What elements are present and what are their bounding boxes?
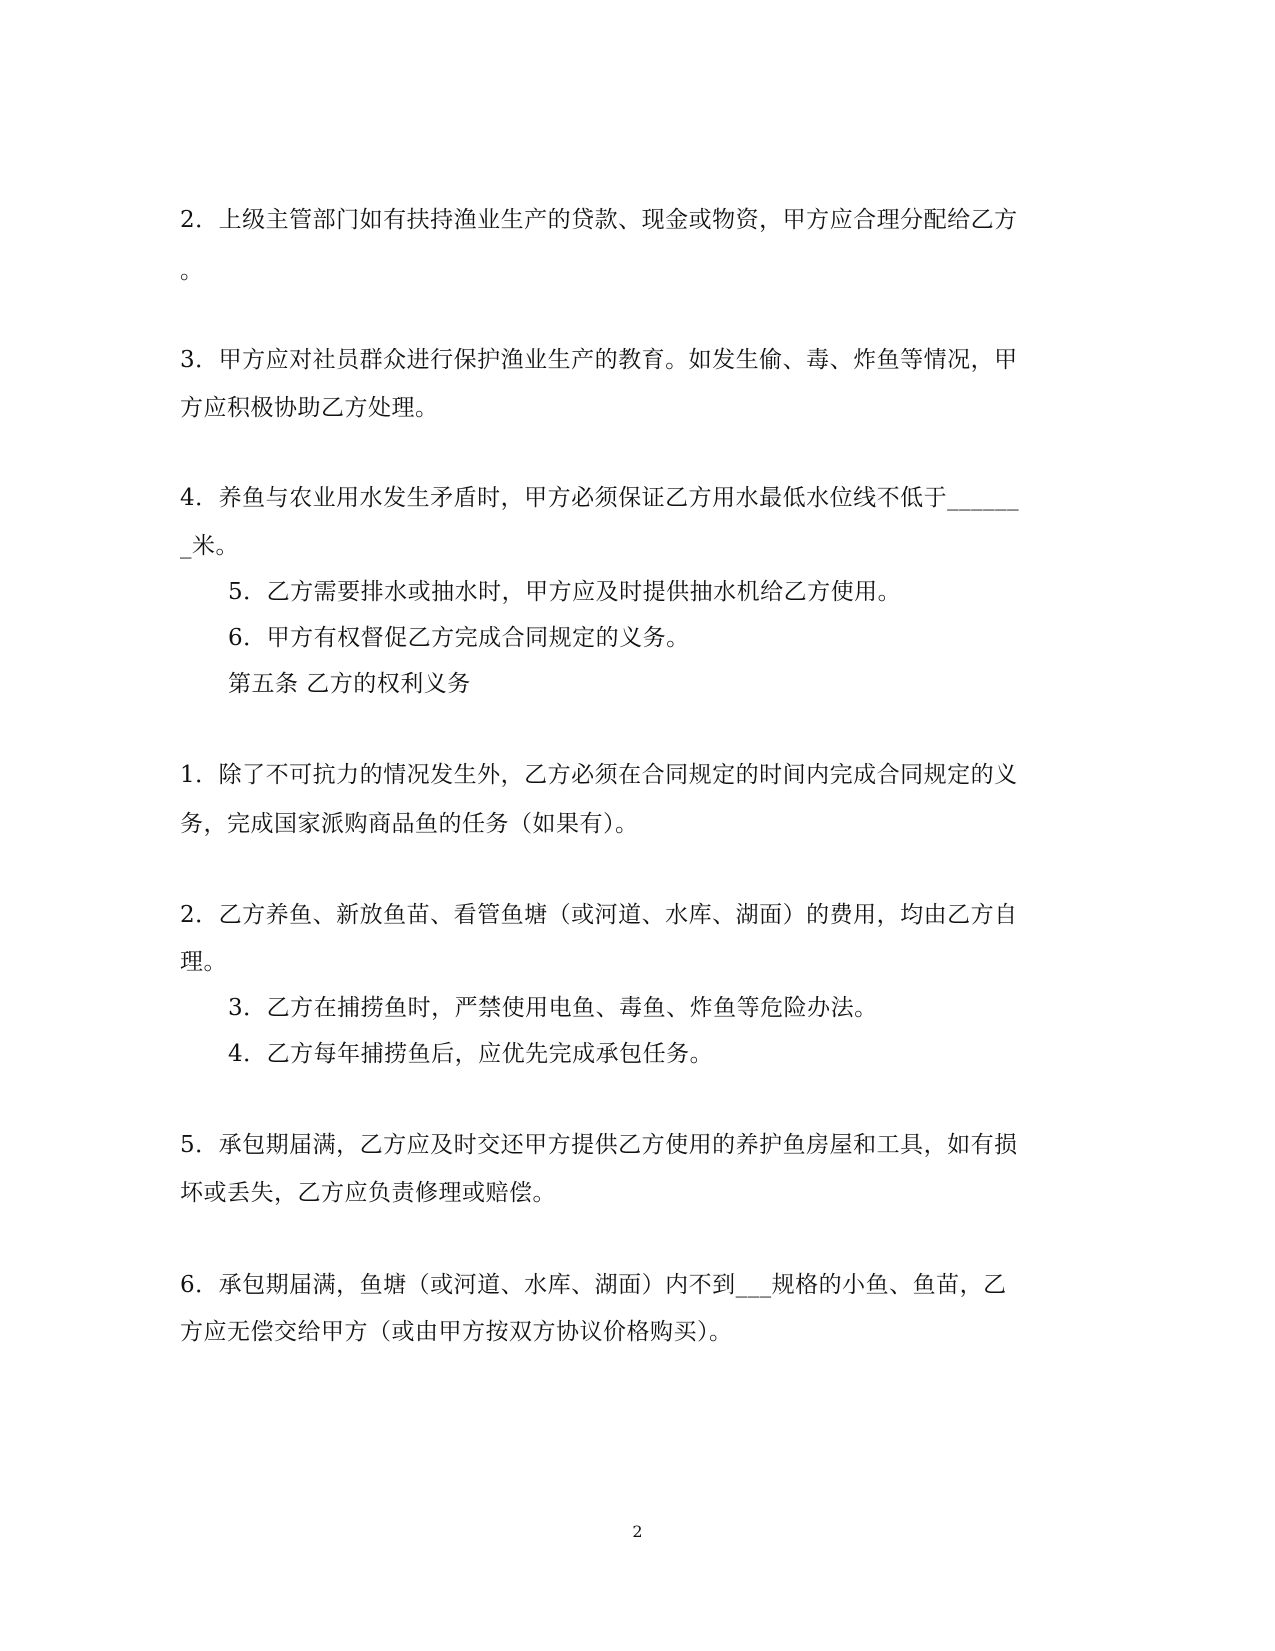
clause-5-item-3: 3．乙方在捕捞鱼时，严禁使用电鱼、毒鱼、炸鱼等危险办法。 [228,995,878,1021]
clause-4-item-2-line-1: 2．上级主管部门如有扶持渔业生产的贷款、现金或物资，甲方应合理分配给乙方 [180,207,1018,233]
clause-5-item-1-line-1: 1．除了不可抗力的情况发生外，乙方必须在合同规定的时间内完成合同规定的义 [180,762,1018,788]
clause-4-item-3-line-1: 3．甲方应对社员群众进行保护渔业生产的教育。如发生偷、毒、炸鱼等情况，甲 [180,347,1018,373]
clause-4-item-6: 6．甲方有权督促乙方完成合同规定的义务。 [228,625,690,651]
clause-5-item-5-line-2: 坏或丢失，乙方应负责修理或赔偿。 [180,1180,556,1206]
clause-4-item-3-line-2: 方应积极协助乙方处理。 [180,395,439,421]
clause-5-item-2-line-1: 2．乙方养鱼、新放鱼苗、看管鱼塘（或河道、水库、湖面）的费用，均由乙方自 [180,902,1018,928]
clause-4-item-4-line-1: 4．养鱼与农业用水发生矛盾时，甲方必须保证乙方用水最低水位线不低于______ [180,485,1020,511]
clause-5-heading: 第五条 乙方的权利义务 [228,671,471,697]
clause-4-item-4-line-2: _米。 [180,533,239,559]
clause-5-item-6-line-2: 方应无偿交给甲方（或由甲方按双方协议价格购买）。 [180,1319,733,1345]
page-number: 2 [632,1522,643,1541]
clause-4-item-5: 5．乙方需要排水或抽水时，甲方应及时提供抽水机给乙方使用。 [228,579,902,605]
clause-5-item-2-line-2: 理。 [180,949,227,975]
clause-4-item-2-line-2: 。 [180,258,204,284]
clause-5-item-6-line-1: 6．承包期届满，鱼塘（或河道、水库、湖面）内不到___规格的小鱼、鱼苗，乙 [180,1272,1007,1298]
clause-5-item-5-line-1: 5．承包期届满，乙方应及时交还甲方提供乙方使用的养护鱼房屋和工具，如有损 [180,1132,1018,1158]
clause-5-item-4: 4．乙方每年捕捞鱼后，应优先完成承包任务。 [228,1041,714,1067]
clause-5-item-1-line-2: 务，完成国家派购商品鱼的任务（如果有）。 [180,811,639,837]
